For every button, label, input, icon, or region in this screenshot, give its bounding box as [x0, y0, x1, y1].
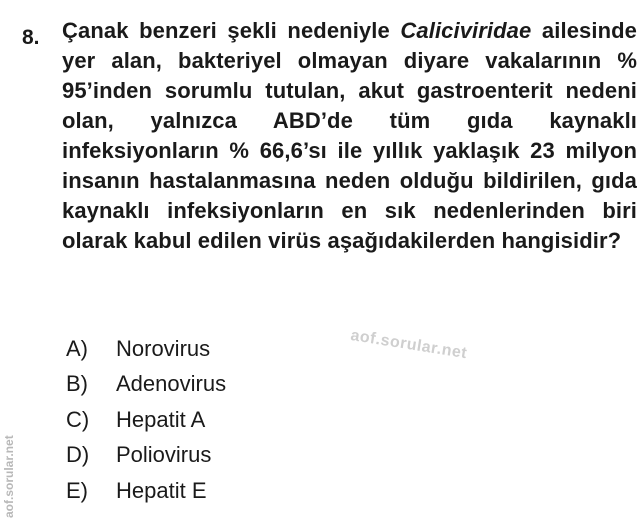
option-e[interactable] — [66, 473, 226, 509]
question-text-italic: Caliciviridae — [400, 18, 532, 43]
option-c[interactable] — [66, 402, 226, 438]
option-a[interactable] — [66, 331, 226, 367]
option-letter: C) — [66, 406, 90, 432]
option-letter: E) — [66, 477, 88, 503]
option-text: Poliovirus — [116, 442, 212, 468]
question-text-end: ailesinde yer alan, bakteriyel olmayan diyare vakalarının % 95’inden sorumlu tutulan, akut gastroenterit nedeni olan, yalnızca ABD’de tüm gıda kaynaklı infeksiyonların % 66,6’sı ile yıllık yaklaşık 23 milyon insanın hastalanmasına neden olduğu bildirilen, gıda kaynaklı infeksiyonların en sık nedenlerinden biri olarak kabul edilen virüs aşağıdakilerden hangisidir? — [62, 18, 637, 253]
option-text: Adenovirus — [116, 371, 227, 397]
option-text: Hepatit E — [116, 477, 207, 503]
option-letter: D) — [66, 442, 90, 468]
option-letter: B) — [66, 371, 88, 397]
option-b[interactable] — [66, 367, 226, 403]
option-text: Hepatit A — [116, 406, 206, 432]
question-text-start: Çanak benzeri şekli nedeniyle — [62, 18, 401, 43]
watermark: aof.sorular.net — [349, 327, 469, 363]
side-watermark: aof.sorular.net — [2, 435, 16, 518]
option-d[interactable] — [66, 438, 226, 474]
option-letter: A) — [66, 335, 88, 361]
question-text — [62, 16, 637, 256]
question-number: 8. — [22, 26, 40, 49]
answer-options — [66, 331, 226, 509]
option-text: Norovirus — [116, 335, 211, 361]
